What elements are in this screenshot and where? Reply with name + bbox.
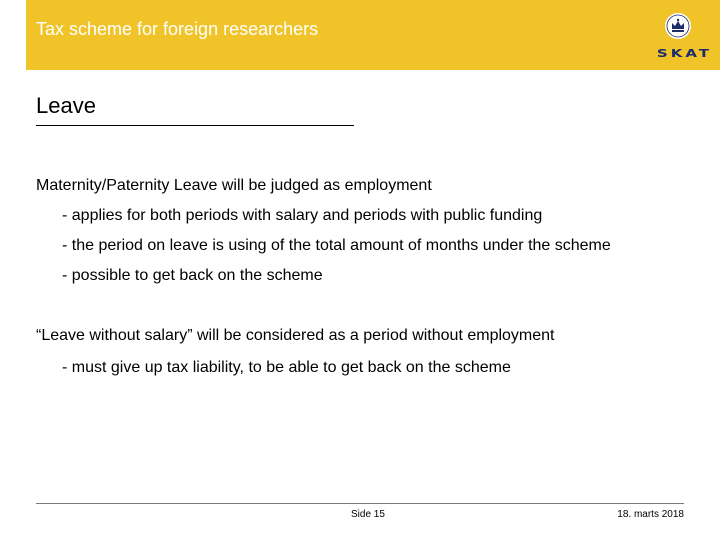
skat-logo xyxy=(616,12,714,68)
footer-divider xyxy=(36,503,684,504)
section-1-text: Maternity/Paternity Leave will be judged as employment xyxy=(36,177,432,194)
section-2-point-1: - must give up tax liability, to be able to get back on the scheme xyxy=(62,359,511,376)
footer-date: 18. marts 2018 xyxy=(617,509,684,520)
section-1-point-3: - possible to get back on the scheme xyxy=(62,267,323,284)
page-number: Side 15 xyxy=(351,509,385,520)
slide-heading: Leave xyxy=(36,93,96,118)
presentation-title: Tax scheme for foreign researchers xyxy=(36,19,319,39)
section-1-point-1: - applies for both periods with salary and periods with public funding xyxy=(62,207,543,224)
header-banner xyxy=(26,0,720,70)
logo-text: SKAT xyxy=(656,47,712,60)
section-1-point-2: - the period on leave is using of the total amount of months under the scheme xyxy=(62,237,611,254)
crown-emblem-icon xyxy=(664,12,692,40)
section-2-text: “Leave without salary” will be considered as a period without employment xyxy=(36,327,555,344)
heading-underline xyxy=(36,125,354,126)
